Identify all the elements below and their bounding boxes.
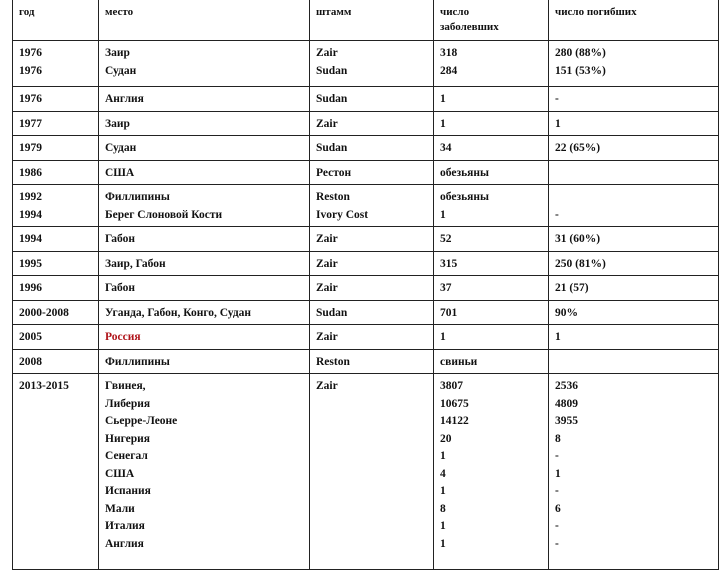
cell-text: Гвинея,: [105, 380, 146, 392]
table-row: [13, 41, 719, 87]
header-label: число погибших: [555, 6, 637, 18]
cell-text: Ivory Cost: [316, 208, 369, 221]
table-row: [13, 349, 719, 374]
cell-text: 1: [440, 485, 446, 497]
cell-place: [99, 111, 310, 136]
cell-cases: [434, 111, 549, 136]
table-row: [13, 136, 719, 161]
cell-deaths: [549, 227, 719, 252]
cell-year: [13, 41, 99, 87]
cell-place: [99, 251, 310, 276]
cell-place: [99, 300, 310, 325]
cell-text: 22 (65%): [555, 142, 601, 154]
table-row: [13, 300, 719, 325]
cell-cases: [434, 87, 549, 112]
cell-text: Уганда, Габон, Конго, Судан: [105, 306, 252, 319]
cell-text: -: [555, 520, 559, 532]
cell-text: Reston: [316, 191, 350, 203]
header-cell-strain: [310, 0, 434, 41]
cell-text: Берег Слоновой Кости: [105, 208, 223, 221]
cell-deaths: [549, 87, 719, 112]
cell-cases: [434, 251, 549, 276]
cell-text: 37: [440, 282, 452, 294]
cell-strain: [310, 87, 434, 112]
cell-text: -: [555, 485, 559, 497]
cell-text: 1: [555, 467, 561, 480]
cell-text: -: [555, 450, 559, 462]
cell-text: 284: [440, 64, 458, 77]
cell-text: Филлипины: [105, 191, 170, 203]
cell-text: Reston: [316, 355, 350, 368]
cell-text: Мали: [105, 502, 135, 515]
cell-text: [555, 354, 712, 372]
cell-text: 21 (57): [555, 282, 589, 294]
cell-strain: [310, 136, 434, 161]
cell-text: Филлипины: [105, 355, 170, 368]
ebola-outbreaks-table: [12, 0, 719, 570]
cell-text: Либерия: [105, 397, 151, 410]
cell-place: [99, 325, 310, 350]
table-row: [13, 185, 719, 227]
header-cell-cases: [434, 0, 549, 41]
cell-text: 1: [440, 93, 446, 105]
cell-text: 90%: [555, 306, 578, 319]
cell-cases: [434, 41, 549, 87]
cell-cases: [434, 300, 549, 325]
cell-place: [99, 349, 310, 374]
cell-text: 1979: [19, 142, 42, 154]
cell-place: [99, 87, 310, 112]
cell-strain: [310, 349, 434, 374]
cell-text: Испания: [105, 485, 151, 497]
cell-text: 3807: [440, 380, 463, 392]
cell-strain: [310, 300, 434, 325]
cell-strain: [310, 374, 434, 570]
table-row: [13, 276, 719, 301]
table-row: [13, 111, 719, 136]
cell-place: [99, 227, 310, 252]
cell-place: [99, 185, 310, 227]
cell-text: Zair: [316, 117, 338, 130]
cell-strain: [310, 251, 434, 276]
cell-cases: [434, 276, 549, 301]
cell-deaths: [549, 185, 719, 227]
cell-text: Zair: [316, 282, 338, 294]
cell-text: Zair: [316, 47, 338, 59]
cell-text: 1: [440, 331, 446, 343]
cell-text: Сьерре-Леоне: [105, 415, 178, 427]
cell-deaths: [549, 136, 719, 161]
cell-text: 280 (88%): [555, 47, 606, 59]
cell-text: Sudan: [316, 306, 348, 319]
cell-cases: [434, 185, 549, 227]
cell-text: Россия: [105, 331, 141, 343]
table-row: [13, 251, 719, 276]
header-label: год: [19, 6, 35, 18]
cell-text: -: [555, 93, 559, 105]
cell-text: 1994: [19, 233, 42, 245]
header-cell-deaths: [549, 0, 719, 41]
cell-year: [13, 160, 99, 185]
header-label: заболевших: [440, 21, 499, 33]
cell-strain: [310, 276, 434, 301]
cell-text: 1: [555, 117, 561, 130]
cell-text: 8: [440, 502, 446, 515]
cell-text: 1: [440, 450, 446, 462]
cell-text: 1976: [19, 93, 42, 105]
cell-text: США: [105, 166, 135, 179]
cell-text: Судан: [105, 142, 137, 154]
cell-text: Англия: [105, 93, 144, 105]
cell-strain: [310, 41, 434, 87]
cell-text: 4: [440, 467, 446, 480]
cell-place: [99, 136, 310, 161]
cell-text: 1977: [19, 117, 42, 130]
cell-text: 1994: [19, 208, 42, 221]
cell-text: США: [105, 467, 135, 480]
cell-year: [13, 374, 99, 570]
cell-deaths: [549, 276, 719, 301]
cell-year: [13, 87, 99, 112]
cell-text: 1: [440, 117, 446, 130]
cell-year: [13, 300, 99, 325]
cell-text: обезьяны: [440, 191, 489, 203]
cell-text: Заир: [105, 117, 130, 130]
cell-cases: [434, 160, 549, 185]
cell-text: Sudan: [316, 93, 348, 105]
cell-cases: [434, 374, 549, 570]
cell-place: [99, 374, 310, 570]
cell-place: [99, 276, 310, 301]
header-cell-year: [13, 0, 99, 41]
cell-text: 8: [555, 432, 561, 445]
cell-strain: [310, 227, 434, 252]
cell-text: Рестон: [316, 166, 352, 179]
cell-deaths: [549, 374, 719, 570]
table-row: [13, 87, 719, 112]
cell-text: 1: [440, 208, 446, 221]
cell-text: 2536: [555, 380, 578, 392]
cell-year: [13, 185, 99, 227]
cell-strain: [310, 325, 434, 350]
cell-place: [99, 41, 310, 87]
cell-text: 14122: [440, 415, 469, 427]
cell-text: 1986: [19, 166, 42, 179]
table-row: [13, 227, 719, 252]
cell-text: 34: [440, 142, 452, 154]
cell-year: [13, 349, 99, 374]
cell-strain: [310, 111, 434, 136]
cell-text: -: [555, 537, 559, 550]
cell-text: 318: [440, 47, 458, 59]
cell-text: Zair: [316, 380, 338, 392]
cell-text: Габон: [105, 282, 136, 294]
cell-year: [13, 251, 99, 276]
cell-text: Sudan: [316, 142, 348, 154]
cell-text: 31 (60%): [555, 233, 601, 245]
cell-text: [555, 165, 712, 183]
cell-text: 701: [440, 306, 458, 319]
cell-text: Габон: [105, 233, 136, 245]
cell-text: Англия: [105, 537, 144, 550]
header-cell-place: [99, 0, 310, 41]
cell-text: обезьяны: [440, 166, 489, 179]
cell-year: [13, 136, 99, 161]
cell-cases: [434, 325, 549, 350]
cell-deaths: [549, 325, 719, 350]
cell-text: 1996: [19, 282, 42, 294]
cell-text: 315: [440, 257, 458, 270]
table-row: [13, 325, 719, 350]
cell-text: 2005: [19, 331, 42, 343]
cell-text: 250 (81%): [555, 257, 606, 270]
cell-deaths: [549, 300, 719, 325]
cell-text: Италия: [105, 520, 145, 532]
cell-deaths: [549, 111, 719, 136]
header-row: [13, 0, 719, 41]
cell-cases: [434, 227, 549, 252]
cell-text: 2013-2015: [19, 380, 69, 392]
cell-text: 52: [440, 233, 452, 245]
cell-year: [13, 325, 99, 350]
cell-text: 4809: [555, 397, 578, 410]
cell-text: Zair: [316, 233, 338, 245]
cell-text: Sudan: [316, 64, 348, 77]
cell-deaths: [549, 349, 719, 374]
cell-year: [13, 276, 99, 301]
cell-deaths: [549, 41, 719, 87]
cell-text: свиньи: [440, 355, 478, 368]
cell-year: [13, 111, 99, 136]
cell-cases: [434, 136, 549, 161]
cell-strain: [310, 160, 434, 185]
cell-text: 10675: [440, 397, 469, 410]
cell-text: Судан: [105, 64, 137, 77]
cell-text: Zair: [316, 257, 338, 270]
cell-deaths: [549, 251, 719, 276]
cell-strain: [310, 185, 434, 227]
cell-text: 20: [440, 432, 452, 445]
cell-text: Нигерия: [105, 432, 150, 445]
cell-deaths: [549, 160, 719, 185]
cell-text: Сенегал: [105, 450, 148, 462]
cell-text: 1: [440, 537, 446, 550]
table-row: [13, 160, 719, 185]
cell-text: Заир, Габон: [105, 257, 166, 270]
table-row: [13, 374, 719, 570]
header-label: место: [105, 6, 134, 18]
cell-cases: [434, 349, 549, 374]
table-body: [13, 0, 719, 570]
cell-text: 2000-2008: [19, 306, 69, 319]
cell-text: [555, 189, 712, 207]
cell-text: 151 (53%): [555, 64, 606, 77]
cell-text: 1: [440, 520, 446, 532]
cell-text: 1976: [19, 64, 42, 77]
cell-text: Заир: [105, 47, 130, 59]
header-label: штамм: [316, 6, 352, 18]
cell-year: [13, 227, 99, 252]
cell-text: 6: [555, 502, 561, 515]
cell-place: [99, 160, 310, 185]
cell-text: Zair: [316, 331, 338, 343]
cell-text: 2008: [19, 355, 42, 368]
cell-text: 1: [555, 331, 561, 343]
cell-text: -: [555, 208, 559, 221]
header-label: число: [440, 6, 470, 18]
cell-text: 1976: [19, 47, 42, 59]
cell-text: 1995: [19, 257, 42, 270]
cell-text: 1992: [19, 191, 42, 203]
cell-text: 3955: [555, 415, 578, 427]
